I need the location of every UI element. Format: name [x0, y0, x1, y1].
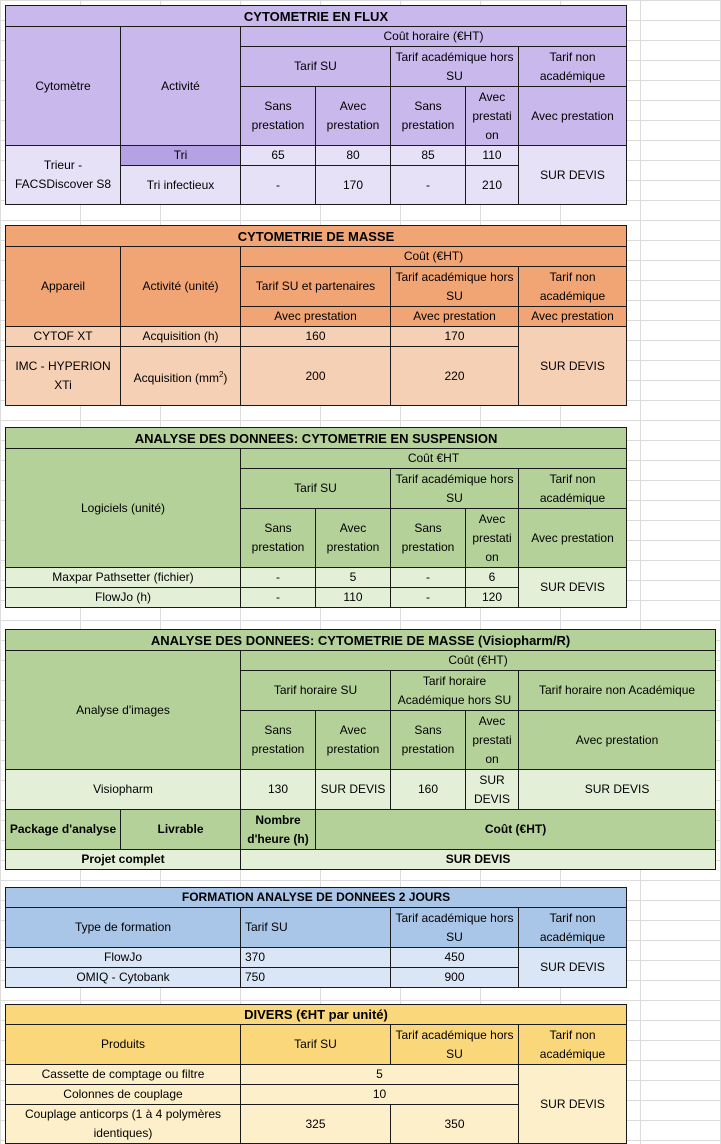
activity-name — [121, 347, 241, 406]
price-cell: - — [241, 568, 316, 588]
header-sans-prestation: Sans prestation — [391, 87, 466, 146]
header-tarif-non-acad: Tarif horaire non Académique — [519, 671, 716, 711]
header-avec-prestation: Avec prestati on — [466, 87, 519, 146]
price-cell: 370 — [241, 948, 391, 968]
table-cytometrie-flux — [5, 5, 627, 205]
price-cell: 750 — [241, 968, 391, 988]
price-cell: 6 — [466, 568, 519, 588]
activity-name: Acquisition (h) — [121, 327, 241, 347]
header-tarif-su: Tarif SU — [241, 47, 391, 87]
device-name: Trieur - FACSDiscover S8 — [6, 146, 121, 205]
section-title: DIVERS (€HT par unité) — [6, 1005, 627, 1025]
activity-name: Tri — [121, 146, 241, 166]
header-avec-prestation: Avec prestation — [519, 509, 627, 568]
header-avec-prestation: Avec prestati on — [466, 711, 519, 770]
header-cout: Coût horaire (€HT) — [241, 27, 627, 47]
table-analyse-masse — [5, 629, 716, 870]
header-sans-prestation: Sans prestation — [241, 87, 316, 146]
price-cell: 130 — [241, 770, 316, 810]
price-cell: 170 — [391, 327, 519, 347]
activity-text: Acquisition (mm — [133, 370, 219, 385]
price-cell: 120 — [466, 588, 519, 608]
formation-name: OMIQ - Cytobank — [6, 968, 241, 988]
price-cell: - — [391, 166, 466, 205]
software-name: Visiopharm — [6, 770, 241, 810]
product-name: Couplage anticorps (1 à 4 polymères identiques) — [6, 1105, 241, 1144]
header-cout-package: Coût (€HT) — [316, 810, 716, 850]
header-tarif-acad: Tarif horaire Académique hors SU — [391, 671, 519, 711]
header-analyse-images: Analyse d'images — [6, 651, 241, 770]
header-tarif-su: Tarif horaire SU — [241, 671, 391, 711]
header-tarif-su: Tarif SU et partenaires — [241, 267, 391, 307]
price-cell: 80 — [316, 146, 391, 166]
formation-name: FlowJo — [6, 948, 241, 968]
header-livrable: Livrable — [121, 810, 241, 850]
header-appareil: Appareil — [6, 247, 121, 327]
header-avec-prestation: Avec prestation — [316, 509, 391, 568]
header-tarif-su: Tarif SU — [241, 908, 391, 948]
header-tarif-su: Tarif SU — [241, 1025, 391, 1065]
price-cell: - — [241, 166, 316, 205]
header-avec-prestation: Avec prestation — [519, 87, 627, 146]
header-tarif-non-acad: Tarif non académique — [519, 267, 627, 307]
price-cell: 5 — [241, 1065, 519, 1085]
header-sans-prestation: Sans prestation — [391, 509, 466, 568]
header-avec-prestation: Avec prestation — [241, 307, 391, 327]
header-cout: Coût (€HT) — [241, 247, 627, 267]
price-cell: 200 — [241, 347, 391, 406]
header-sans-prestation: Sans prestation — [241, 711, 316, 770]
header-produits: Produits — [6, 1025, 241, 1065]
header-avec-prestation: Avec prestation — [519, 307, 627, 327]
header-tarif-non-acad: Tarif non académique — [519, 908, 627, 948]
price-cell: 10 — [241, 1085, 519, 1105]
sur-devis-cell: SUR DEVIS — [241, 850, 716, 870]
price-cell: 160 — [391, 770, 466, 810]
price-cell: 5 — [316, 568, 391, 588]
price-cell: 210 — [466, 166, 519, 205]
header-logiciels: Logiciels (unité) — [6, 449, 241, 568]
price-cell: 900 — [391, 968, 519, 988]
price-cell: SUR DEVIS — [466, 770, 519, 810]
header-type-formation: Type de formation — [6, 908, 241, 948]
exponent: 2 — [218, 369, 224, 379]
sur-devis-cell: SUR DEVIS — [519, 568, 627, 608]
sur-devis-cell: SUR DEVIS — [519, 146, 627, 205]
section-title: ANALYSE DES DONNEES: CYTOMETRIE EN SUSPENSION — [6, 428, 627, 449]
section-title: CYTOMETRIE EN FLUX — [6, 6, 627, 27]
price-cell: - — [391, 568, 466, 588]
table-divers — [5, 1004, 627, 1144]
table-analyse-suspension — [5, 427, 627, 608]
software-name: FlowJo (h) — [6, 588, 241, 608]
activity-text-end: ) — [223, 370, 228, 385]
header-avec-prestation: Avec prestation — [391, 307, 519, 327]
sur-devis-cell: SUR DEVIS — [519, 327, 627, 406]
header-tarif-acad: Tarif académique hors SU — [391, 267, 519, 307]
section-title: FORMATION ANALYSE DE DONNEES 2 JOURS — [6, 888, 627, 908]
header-cout: Coût €HT — [241, 449, 627, 469]
header-tarif-non-acad: Tarif non académique — [519, 469, 627, 509]
header-tarif-acad: Tarif académique hors SU — [391, 1025, 519, 1065]
price-cell: 325 — [241, 1105, 391, 1144]
header-tarif-acad: Tarif académique hors SU — [391, 47, 519, 87]
price-cell: 170 — [316, 166, 391, 205]
header-tarif-acad: Tarif académique hors SU — [391, 908, 519, 948]
table-cytometrie-masse — [5, 225, 627, 406]
price-cell: 65 — [241, 146, 316, 166]
software-name: Maxpar Pathsetter (fichier) — [6, 568, 241, 588]
header-avec-prestation: Avec prestation — [519, 711, 716, 770]
price-cell: 110 — [466, 146, 519, 166]
price-cell: 110 — [316, 588, 391, 608]
header-cytometre: Cytomètre — [6, 27, 121, 146]
product-name: Colonnes de couplage — [6, 1085, 241, 1105]
product-name: Cassette de comptage ou filtre — [6, 1065, 241, 1085]
header-tarif-su: Tarif SU — [241, 469, 391, 509]
activity-name: Tri infectieux — [121, 166, 241, 205]
price-cell: 160 — [241, 327, 391, 347]
header-tarif-non-acad: Tarif non académique — [519, 47, 627, 87]
price-cell: 350 — [391, 1105, 519, 1144]
header-package: Package d'analyse — [6, 810, 121, 850]
sur-devis-cell: SUR DEVIS — [519, 1065, 627, 1144]
header-tarif-acad: Tarif académique hors SU — [391, 469, 519, 509]
header-activite: Activité (unité) — [121, 247, 241, 327]
price-cell: 220 — [391, 347, 519, 406]
header-avec-prestation: Avec prestation — [316, 711, 391, 770]
price-cell: - — [391, 588, 466, 608]
section-title: ANALYSE DES DONNEES: CYTOMETRIE DE MASSE (Visiopharm/R) — [6, 630, 716, 651]
section-title: CYTOMETRIE DE MASSE — [6, 226, 627, 247]
sur-devis-cell: SUR DEVIS — [519, 770, 716, 810]
price-cell: - — [241, 588, 316, 608]
device-name: CYTOF XT — [6, 327, 121, 347]
sur-devis-cell: SUR DEVIS — [519, 948, 627, 988]
header-sans-prestation: Sans prestation — [241, 509, 316, 568]
device-name: IMC - HYPERION XTi — [6, 347, 121, 406]
header-cout: Coût (€HT) — [241, 651, 716, 671]
header-avec-prestation: Avec prestati on — [466, 509, 519, 568]
table-formation — [5, 887, 627, 988]
header-sans-prestation: Sans prestation — [391, 711, 466, 770]
package-name: Projet complet — [6, 850, 241, 870]
header-nombre-heures: Nombre d'heure (h) — [241, 810, 316, 850]
price-cell: 450 — [391, 948, 519, 968]
header-activite: Activité — [121, 27, 241, 146]
price-cell: 85 — [391, 146, 466, 166]
price-cell: SUR DEVIS — [316, 770, 391, 810]
header-avec-prestation: Avec prestation — [316, 87, 391, 146]
header-tarif-non-acad: Tarif non académique — [519, 1025, 627, 1065]
